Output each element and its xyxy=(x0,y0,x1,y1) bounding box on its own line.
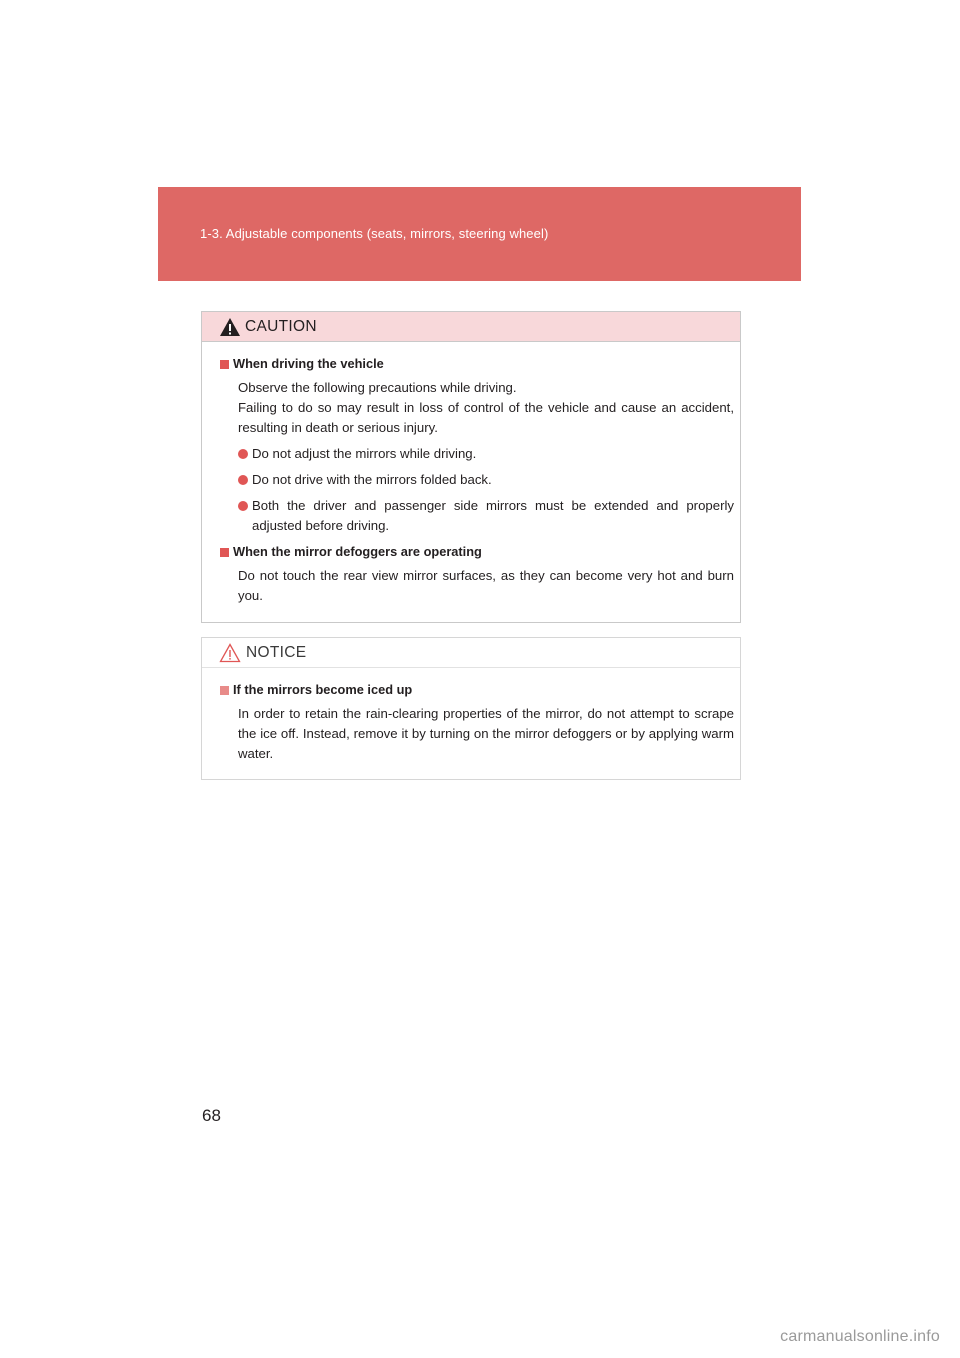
list-item: Do not adjust the mirrors while driving. xyxy=(234,444,734,464)
bullet-list xyxy=(220,444,734,536)
section-heading: If the mirrors become iced up xyxy=(220,680,734,700)
square-bullet-icon xyxy=(220,548,229,557)
notice-title: NOTICE xyxy=(246,643,307,661)
section-header-band xyxy=(158,187,801,281)
square-bullet-icon xyxy=(220,360,229,369)
round-bullet-icon xyxy=(238,501,248,511)
notice-box xyxy=(201,637,741,780)
caution-header xyxy=(202,312,740,342)
section-heading: When driving the vehicle xyxy=(220,354,734,374)
paragraph: Observe the following precautions while driving. xyxy=(238,380,517,395)
round-bullet-icon xyxy=(238,449,248,459)
paragraph: Do not touch the rear view mirror surfaces, as they can become very hot and burn you. xyxy=(238,568,734,603)
caution-body xyxy=(202,342,740,606)
watermark: carmanualsonline.info xyxy=(780,1328,940,1345)
caution-title: CAUTION xyxy=(245,317,317,335)
paragraph: Failing to do so may result in loss of control of the vehicle and cause an accident, resulting in death or serious injury. xyxy=(238,400,734,435)
warning-triangle-icon xyxy=(219,317,241,337)
list-item: Do not drive with the mirrors folded back. xyxy=(234,470,734,490)
list-item: Both the driver and passenger side mirrors must be extended and properly adjusted before driving. xyxy=(234,496,734,536)
square-bullet-icon xyxy=(220,686,229,695)
round-bullet-icon xyxy=(238,475,248,485)
section-heading: When the mirror defoggers are operating xyxy=(220,542,734,562)
page-number: 68 xyxy=(202,1106,221,1125)
section-title: 1-3. Adjustable components (seats, mirrors, steering wheel) xyxy=(200,226,549,241)
paragraph: In order to retain the rain-clearing properties of the mirror, do not attempt to scrape the ice off. Instead, remove it by turning on the mirror defoggers or by applying warm water. xyxy=(238,706,734,761)
warning-triangle-outline-icon xyxy=(219,643,241,663)
caution-box xyxy=(201,311,741,623)
notice-body xyxy=(202,668,740,764)
notice-header xyxy=(202,638,740,668)
